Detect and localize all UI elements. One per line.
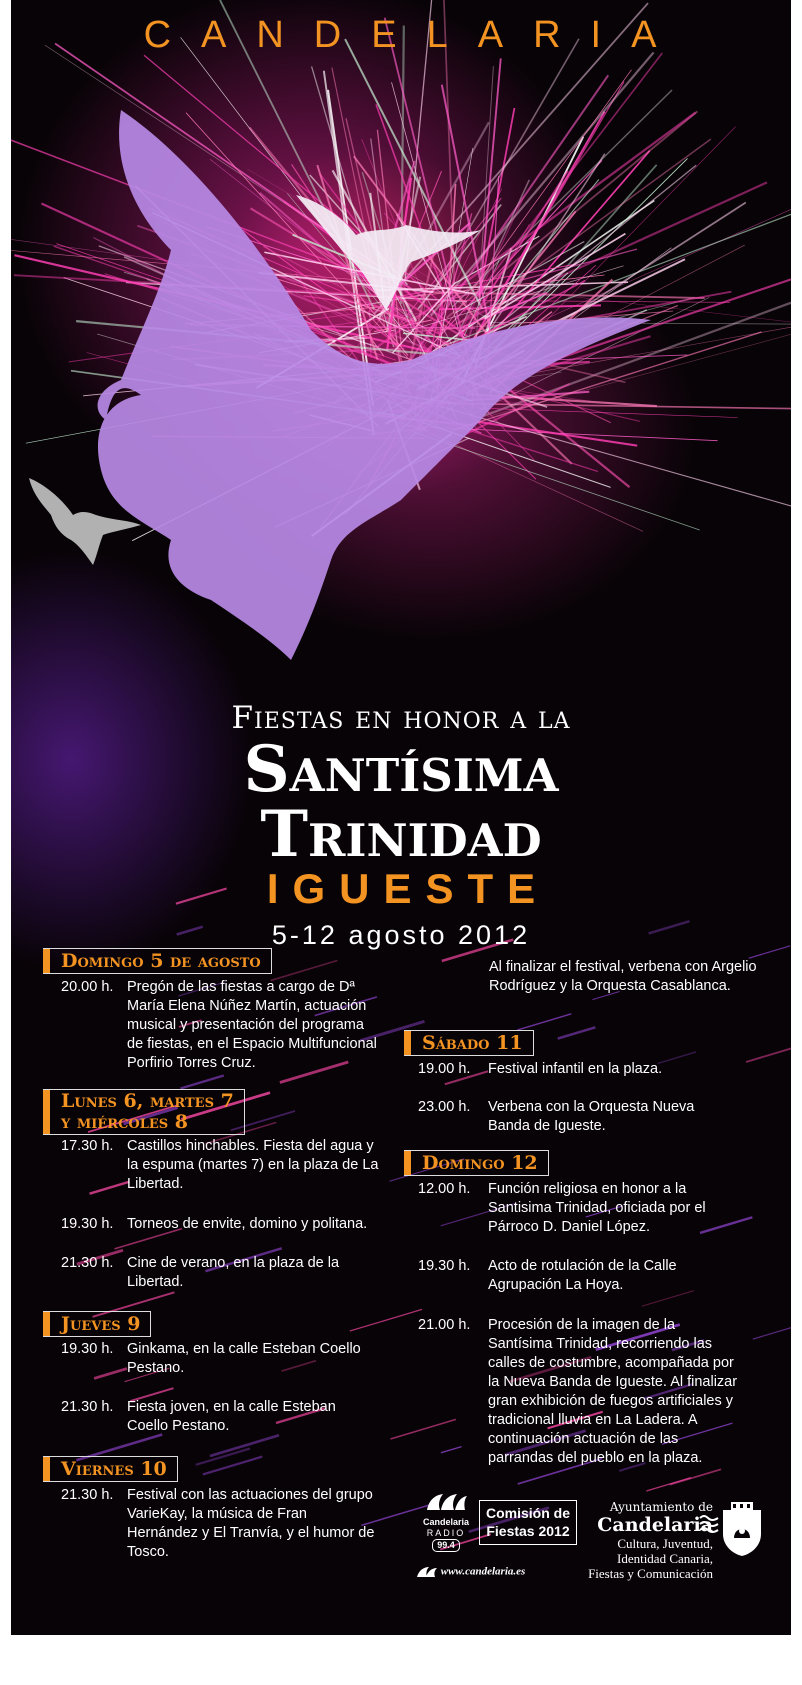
- ayto-line: Cultura, Juventud,: [617, 1536, 713, 1551]
- event-time: 21.30 h.: [61, 1487, 114, 1503]
- spark-streak: [746, 1037, 791, 1062]
- spark-streak: [517, 1014, 571, 1030]
- comision-box: [479, 1500, 577, 1545]
- website-text: www.candelaria.es: [440, 1565, 526, 1578]
- event-time: 19.00 h.: [418, 1061, 471, 1077]
- event-description: Acto de rotulación de la Calle Agrupación La Hoya.: [488, 1258, 677, 1293]
- event-description: Torneos de envite, domino y politana.: [127, 1216, 368, 1232]
- title-line-3: Trinidad: [260, 797, 542, 872]
- comision-line: Comisión de: [485, 1505, 570, 1521]
- town-crest-icon: [719, 1500, 765, 1558]
- day-heading-line: Lunes 6, martes 7: [61, 1090, 234, 1112]
- event-item: [61, 1340, 381, 1380]
- event-time: 21.30 h.: [61, 1399, 114, 1415]
- radio-frequency: 99.4: [432, 1539, 460, 1552]
- firework-streak: [437, 405, 791, 506]
- event-item: [418, 1316, 748, 1476]
- day-heading-domingo-5: Domingo 5 de agosto: [43, 948, 272, 974]
- day-heading-line: y miércoles 8: [61, 1111, 189, 1133]
- viernes-continuation: Al finalizar el festival, verbena con Argelio Rodríguez y la Orquesta Casablanca.: [489, 959, 757, 994]
- ayto-line: Identidad Canaria,: [616, 1551, 713, 1566]
- radio-word: RADIO: [426, 1528, 466, 1538]
- day-heading-lunes-6: [43, 1089, 245, 1135]
- event-item: [61, 978, 381, 1078]
- spark-streak: [350, 1309, 422, 1331]
- day-heading-sabado-11: Sábado 11: [404, 1030, 534, 1056]
- event-time: 12.00 h.: [418, 1181, 471, 1197]
- event-description: Verbena con la Orquesta Nueva Banda de Igueste.: [488, 1099, 695, 1134]
- wave-lines-icon: [699, 1512, 719, 1536]
- radio-name: Candelaria: [422, 1517, 470, 1527]
- title-line-2: Santísima: [243, 732, 559, 807]
- event-time: 19.30 h.: [418, 1258, 471, 1274]
- event-item: [61, 1486, 381, 1566]
- title-line-1: Fiestas en honor a la: [231, 700, 571, 736]
- spark-streak: [558, 1027, 596, 1038]
- day-heading-viernes-10: Viernes 10: [43, 1456, 178, 1482]
- event-time: 20.00 h.: [61, 979, 114, 995]
- spark-streak: [210, 1435, 279, 1456]
- ayuntamiento-block: [581, 1500, 713, 1581]
- town-heading: CANDELARIA: [143, 14, 687, 56]
- festival-dates: 5-12 agosto 2012: [271, 920, 531, 950]
- firework-streak: [413, 432, 700, 530]
- event-time: 21.00 h.: [418, 1317, 471, 1333]
- place-name: IGUESTE: [266, 865, 550, 912]
- firework-streak: [475, 421, 637, 445]
- event-description: Castillos hinchables. Fiesta del agua y la espuma (martes 7) en la plaza de La Libertad.: [127, 1138, 379, 1192]
- event-item: [61, 1137, 381, 1197]
- event-item: [418, 1180, 748, 1240]
- event-item: [61, 1398, 381, 1438]
- event-item: [61, 1254, 381, 1294]
- ayto-line: Ayuntamiento de: [609, 1500, 713, 1514]
- event-item: [418, 1098, 748, 1138]
- ayto-town: Candelaria: [597, 1514, 713, 1536]
- event-description: Festival con las actuaciones del grupo VarieKay, la música de Fran Hernández y El Tranvía, y el humor de Tosco.: [127, 1487, 375, 1560]
- event-time: 17.30 h.: [61, 1138, 114, 1154]
- event-description: Pregón de las fiestas a cargo de Dª María Elena Núñez Martín, actuación musical y presentación del programa de fiestas, en el Espacio Multifuncional Porfirio Torres Cruz.: [127, 979, 377, 1071]
- radio-logo: [416, 1490, 476, 1552]
- event-description: Procesión de la imagen de la Santísima Trinidad, recorriendo las calles de costumbre, acompañada por la Nueva Banda de Igueste. Al finalizar gran exhibición de fuegos artificiales y tradicional lluvia en La Ladera. A continuación actuación de las parrandas del pueblo en la plaza.: [488, 1317, 738, 1466]
- event-time: 23.00 h.: [418, 1099, 471, 1115]
- event-item: [418, 1060, 748, 1080]
- event-item: [418, 1257, 748, 1297]
- day-heading-jueves-9: Jueves 9: [43, 1311, 151, 1337]
- event-time: 19.30 h.: [61, 1216, 114, 1232]
- event-description: Cine de verano, en la plaza de la Libertad.: [127, 1255, 340, 1290]
- event-time: 19.30 h.: [61, 1341, 114, 1357]
- event-description: Función religiosa en honor a la Santisima Trinidad, oficiada por el Párroco D. Daniel López.: [488, 1181, 706, 1235]
- event-item: [61, 1215, 381, 1235]
- ayto-line: Fiestas y Comunicación: [588, 1566, 713, 1581]
- day-heading-domingo-12: Domingo 12: [404, 1150, 549, 1176]
- event-description: Fiesta joven, en la calle Esteban Coello Pestano.: [127, 1399, 336, 1434]
- spark-streak: [646, 1478, 691, 1491]
- spark-streak: [753, 1317, 791, 1339]
- poster: [11, 0, 791, 1635]
- website-link[interactable]: [416, 1565, 525, 1579]
- comision-line: Fiestas 2012: [486, 1523, 570, 1539]
- radio-waves-icon: [423, 1490, 469, 1514]
- web-logo-icon: [416, 1565, 438, 1579]
- event-time: 21.30 h.: [61, 1255, 114, 1271]
- event-description: Festival infantil en la plaza.: [488, 1061, 663, 1077]
- event-description: Ginkama, en la calle Esteban Coello Pestano.: [127, 1341, 361, 1376]
